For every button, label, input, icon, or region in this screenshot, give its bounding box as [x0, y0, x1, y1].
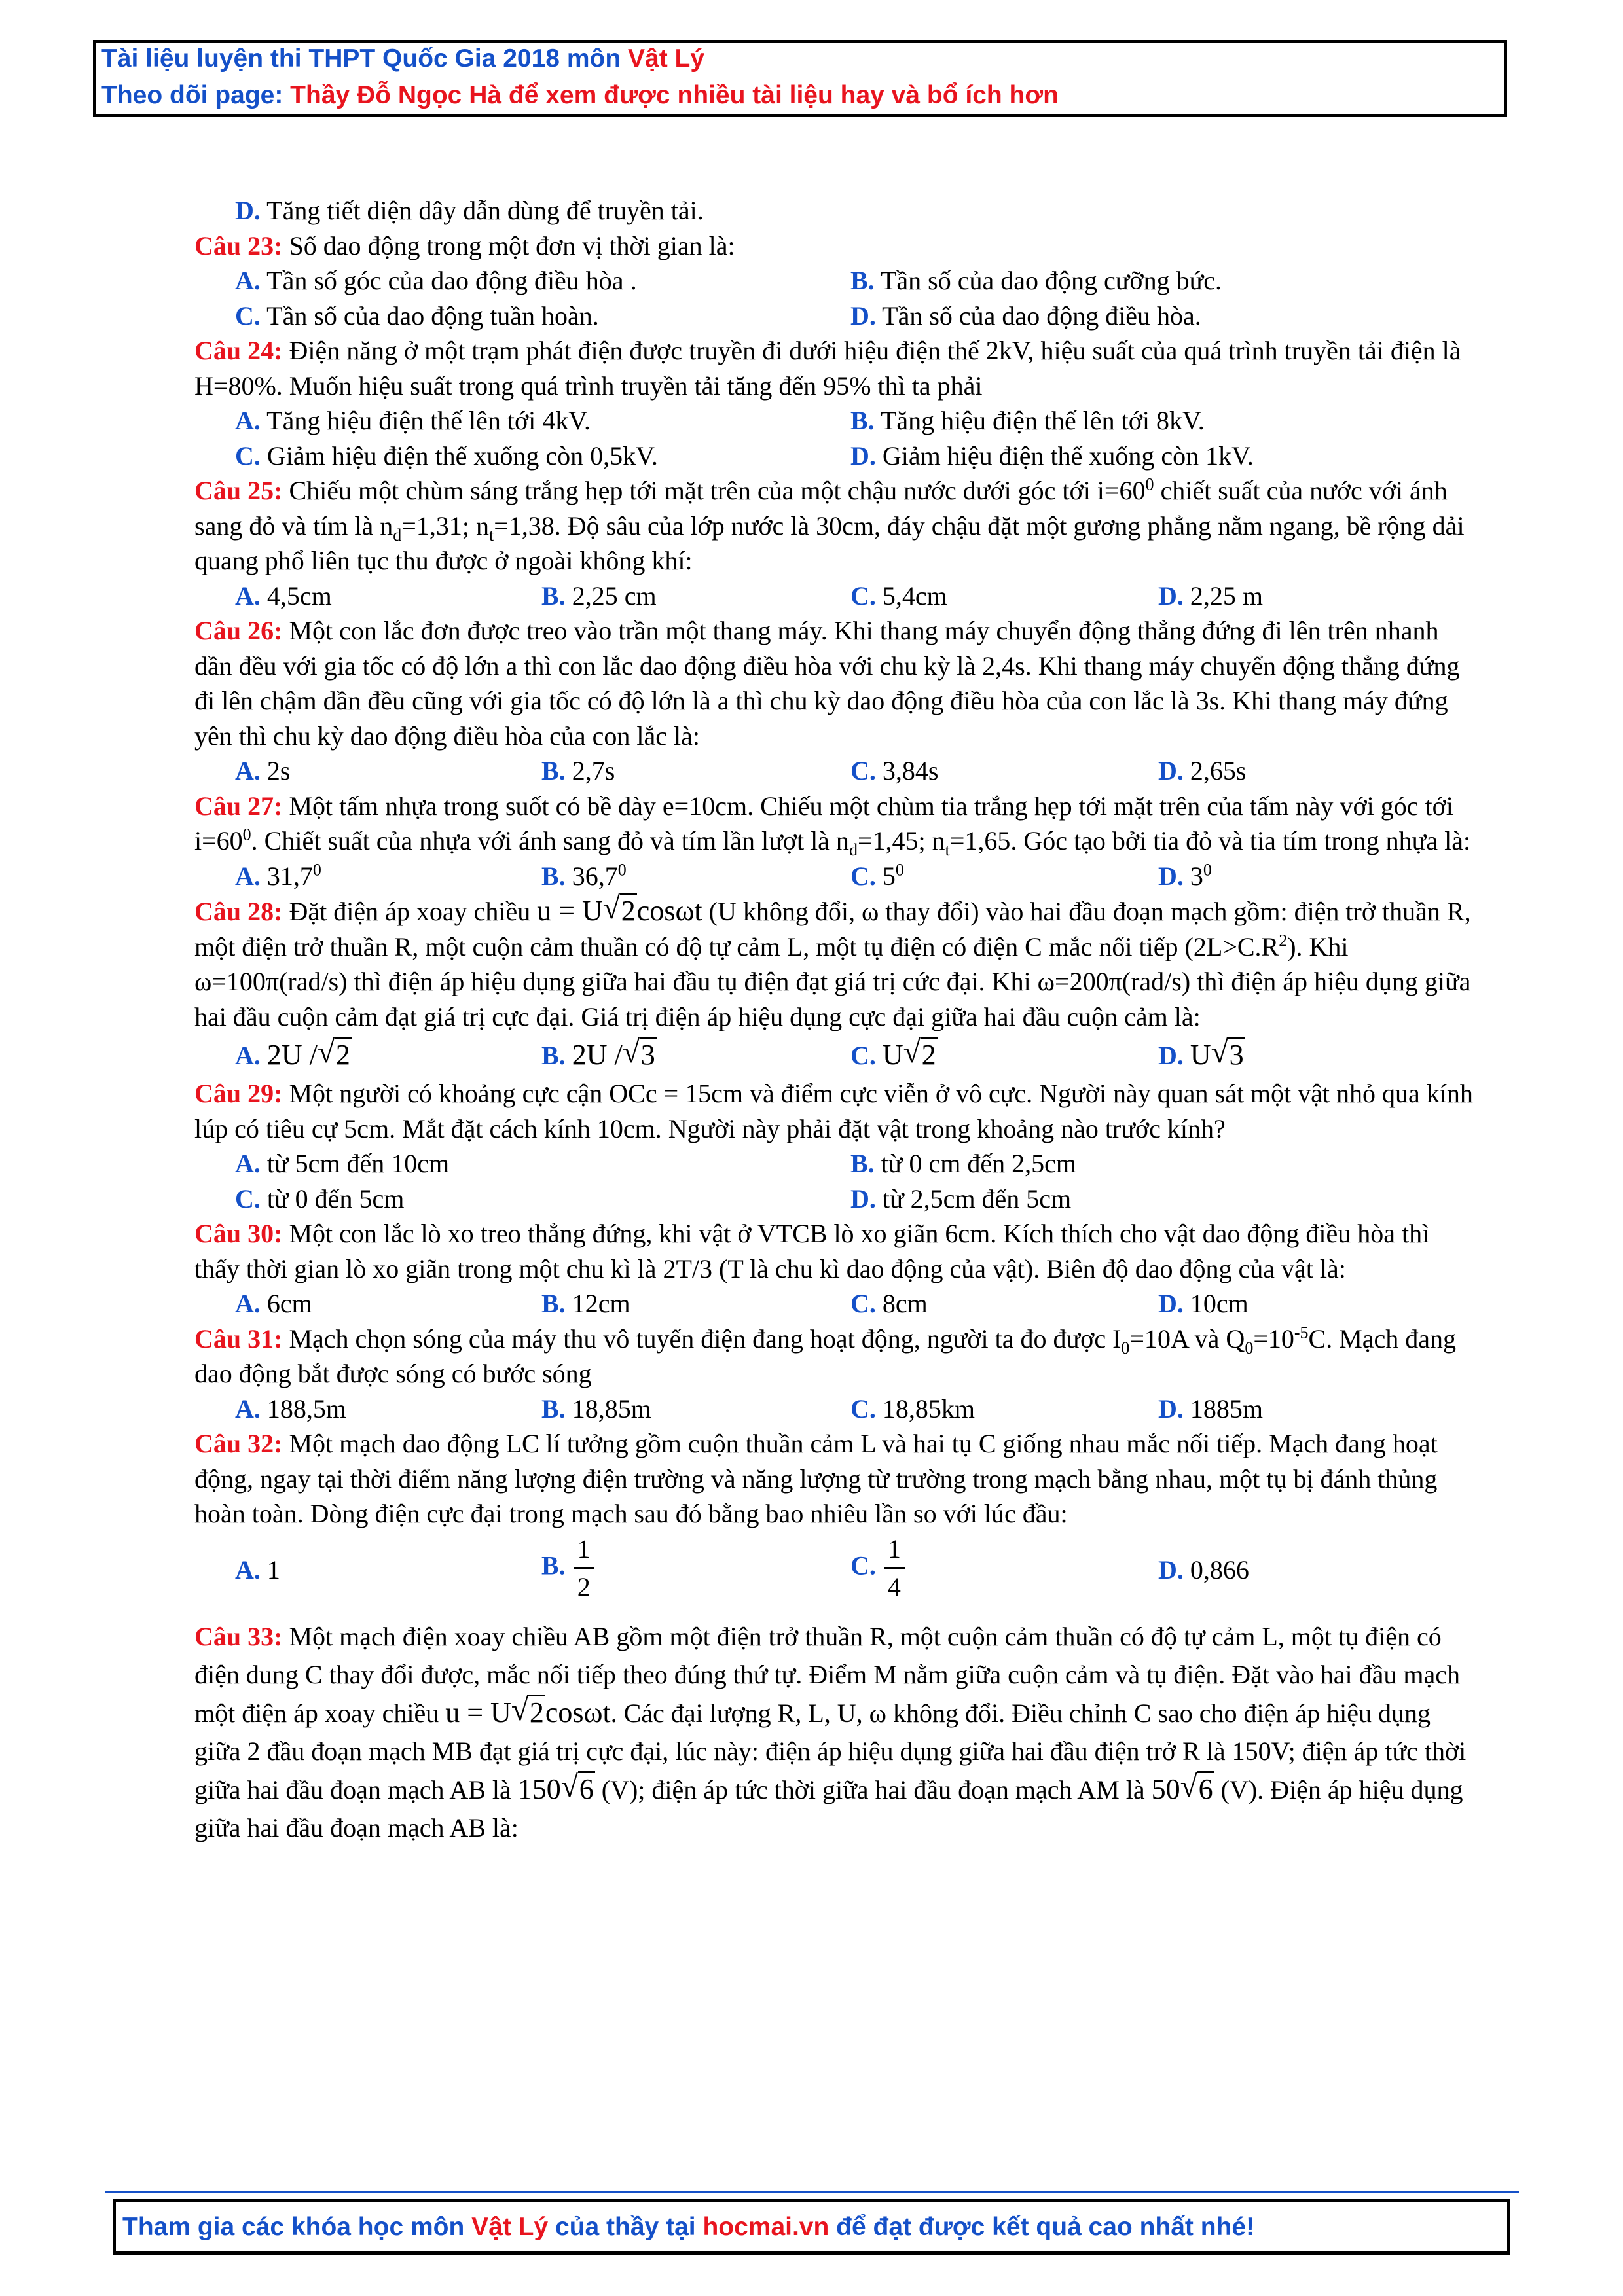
header-line-2 [101, 81, 1059, 110]
q28-option-a[interactable]: A. 2U /√ 2 [235, 1034, 352, 1077]
q29-option-c[interactable]: C. từ 0 đến 5cm [235, 1183, 405, 1213]
header-box [93, 40, 1507, 117]
q31-stem: Câu 31: Mạch chọn sóng của máy thu vô tuyến điện đang hoạt động, người ta đo được $I_0=10A$ và $Q_0=10^{-5}C$. Mạch đang dao động bắt được sóng có bước sóng [194, 1323, 1457, 1388]
fraction: $\frac{1}{4}$ [884, 1532, 905, 1605]
q27-stem: Câu 27: Một tấm nhựa trong suốt có bề dày e=10cm. Chiếu một chùm tia trắng hẹp tới mặt trên của tấm này với góc tới $i=60^0$. Chiết suất của nhựa với ánh sang đỏ và tím lần lượt là $n_d=1,45$; $n_t=1,65$. Góc tạo bởi tia đỏ và tia tím trong nhựa là: [194, 791, 1471, 859]
q32-options [235, 1532, 1478, 1609]
q28-equation: u = U√ 2cosωt [537, 895, 702, 927]
question-content [194, 193, 1478, 1847]
q28-option-d[interactable]: D. U√ 3 [1158, 1034, 1245, 1077]
q32-label: Câu 32: [194, 1429, 283, 1458]
q28-label: Câu 28: [194, 897, 283, 926]
q31-options [235, 1391, 1478, 1427]
q27-options [235, 859, 1478, 894]
q31-option-d[interactable]: D. 1885m [1158, 1393, 1264, 1424]
q23-label: Câu 23: [194, 230, 283, 260]
sqrt-symbol: √ 2 [603, 893, 637, 929]
q23-options-row2 [235, 298, 1478, 334]
q23-option-c[interactable]: C. Tần số của dao động tuần hoàn. [235, 300, 599, 331]
q33-stem: Câu 33: Một mạch điện xoay chiều AB gồm một điện trở thuần R, một cuộn cảm thuần có độ tự cảm L, một tụ điện có điện dung C thay đổi được, mắc nối tiếp theo đúng thứ tự. Điểm M nằm giữa cuộn cảm và tụ điện. Đặt vào hai đầu mạch một điện áp xoay chiều u = U√ 2cosωt. Các đại lượng R, L, U, ω không đổi. Điều chỉnh C sao cho điện áp hiệu dụng giữa 2 đầu đoạn mạch MB đạt giá trị cực đại, lúc này: điện áp hiệu dụng giữa hai đầu điện trở R là 150V; điện áp tức thời giữa hai đầu đoạn mạch AB là 150√ 6 (V); điện áp tức thời giữa hai đầu đoạn mạch AM là 50√ 6 (V). Điện áp hiệu dụng giữa hai đầu đoạn mạch AB là: [194, 1618, 1478, 1847]
header-author: Thầy Đỗ Ngọc Hà [290, 81, 502, 109]
q30-option-a[interactable]: A. 6cm [235, 1289, 312, 1318]
q27-option-a[interactable]: A. 31,7$^0$ [235, 860, 321, 891]
sqrt-symbol: √ 3 [623, 1034, 657, 1076]
q24-options-row1 [235, 403, 1478, 439]
q29-option-a[interactable]: A. từ 5cm đến 10cm [235, 1149, 450, 1178]
q26-option-c[interactable]: C. 3,84s [850, 756, 939, 785]
footer-box: Tham gia các khóa học môn Vật Lý của thầy tại hocmai.vn để đạt được kết quả cao nhất nhé! [113, 2199, 1510, 2255]
q25-option-d[interactable]: D. 2,25 m [1158, 581, 1264, 611]
q30-label: Câu 30: [194, 1219, 283, 1248]
q25-option-c[interactable]: C. 5,4cm [850, 581, 947, 611]
q24-options-row2 [235, 439, 1478, 474]
q32-option-b[interactable]: B. $\frac{1}{2}$ [541, 1532, 594, 1605]
q30-option-c[interactable]: C. 8cm [850, 1289, 928, 1318]
q29-label: Câu 29: [194, 1079, 283, 1108]
q33-voltage-ab: 150√ 6 [518, 1773, 595, 1805]
q25-label: Câu 25: [194, 476, 283, 505]
q29-options-row2 [235, 1181, 1478, 1217]
q33-label: Câu 33: [194, 1621, 283, 1651]
q28-options [235, 1034, 1478, 1076]
sqrt-symbol: √ 6 [1180, 1770, 1214, 1808]
q22-options [235, 193, 1478, 228]
footer-divider [105, 2191, 1519, 2193]
header-line-1 [101, 45, 704, 73]
q24-option-a[interactable]: A. Tăng hiệu điện thế lên tới 4kV. [235, 406, 591, 435]
q29-options-row1 [235, 1146, 1478, 1181]
q29-stem: Câu 29: Một người có khoảng cực cận OCc = 15cm và điểm cực viễn ở vô cực. Người này quan sát một vật nhỏ qua kính lúp có tiêu cự 5cm. Mắt đặt cách kính 10cm. Người này phải đặt vật trong khoảng nào trước kính? [194, 1079, 1473, 1143]
q33-voltage-am: 50√ 6 [1152, 1773, 1214, 1805]
sqrt-symbol: √ 3 [1211, 1034, 1245, 1076]
q26-label: Câu 26: [194, 616, 283, 645]
q32-option-c[interactable]: C. $\frac{1}{4}$ [850, 1532, 905, 1605]
q23-option-d[interactable]: D. Tần số của dao động điều hòa. [850, 300, 1201, 331]
q24-stem: Câu 24: Điện năng ở một trạm phát điện được truyền đi dưới hiệu điện thế 2kV, hiệu suất của quá trình truyền tải điện là H=80%. Muốn hiệu suất trong quá trình truyền tải tăng đến 95% thì ta phải [194, 336, 1461, 401]
q25-options [235, 579, 1478, 614]
q26-option-a[interactable]: A. 2s [235, 756, 291, 785]
q28-option-c[interactable]: C. U√ 2 [850, 1034, 938, 1077]
q29-option-b[interactable]: B. từ 0 cm đến 2,5cm [850, 1149, 1076, 1178]
q30-stem: Câu 30: Một con lắc lò xo treo thẳng đứng, khi vật ở VTCB lò xo giãn 6cm. Kích thích cho vật dao động điều hòa thì thấy thời gian lò xo giãn trong một chu kì là 2T/3 (T là chu kì dao động của vật). Biên độ dao động của vật là: [194, 1219, 1430, 1283]
q27-label: Câu 27: [194, 791, 283, 821]
q26-option-d[interactable]: D. 2,65s [1158, 756, 1247, 785]
q25-option-a[interactable]: A. 4,5cm [235, 581, 332, 611]
sqrt-symbol: √ 2 [511, 1694, 545, 1732]
q27-option-d[interactable]: D. $3^0$ [1158, 860, 1212, 891]
q26-options [235, 753, 1478, 789]
header-title: Tài liệu luyện thi THPT Quốc Gia 2018 môn [101, 45, 628, 73]
q33-equation: u = U√ 2cosωt [445, 1696, 610, 1729]
q31-label: Câu 31: [194, 1323, 283, 1354]
q30-option-b[interactable]: B. 12cm [541, 1289, 630, 1318]
q28-option-b[interactable]: B. 2U /√ 3 [541, 1034, 657, 1077]
q31-option-a[interactable]: A. 188,5m [235, 1393, 347, 1424]
q23-option-a[interactable]: A. Tần số góc của dao động điều hòa . [235, 266, 637, 295]
q27-option-c[interactable]: C. $5^0$ [850, 860, 904, 891]
q26-option-b[interactable]: B. 2,7s [541, 756, 615, 785]
q24-option-c[interactable]: C. Giảm hiệu điện thế xuống còn 0,5kV. [235, 440, 658, 471]
q25-option-b[interactable]: B. 2,25 cm [541, 581, 657, 611]
header-follow-label: Theo dõi page: [101, 81, 291, 109]
q23-option-b[interactable]: B. Tần số của dao động cưỡng bức. [850, 266, 1222, 295]
q32-stem: Câu 32: Một mạch dao động LC lí tưởng gồm cuộn thuần cảm L và hai tụ C giống nhau mắc nối tiếp. Mạch đang hoạt động, ngay tại thời điểm năng lượng điện trường và năng lượng từ trường trong mạch bằng nhau, một tụ bị đánh thủng hoàn toàn. Dòng điện cực đại trong mạch sau đó bằng bao nhiêu lần so với lúc đầu: [194, 1429, 1438, 1528]
q25-stem: Câu 25: Chiếu một chùm sáng trắng hẹp tới mặt trên của một chậu nước dưới góc tới $i=60^0$ chiết suất của nước với ánh sang đỏ và tím là $n_d=1,31$; $n_t=1,38$. Độ sâu của lớp nước là 30cm, đáy chậu đặt một gương phẳng nằm ngang, bề rộng dải quang phổ liên tục thu được ở ngoài không khí: [194, 475, 1465, 575]
q29-option-d[interactable]: D. từ 2,5cm đến 5cm [850, 1183, 1072, 1213]
q23-stem: Câu 23: Số dao động trong một đơn vị thời gian là: [194, 230, 735, 260]
q30-option-d[interactable]: D. 10cm [1158, 1289, 1249, 1318]
header-follow-text: để xem được nhiều tài liệu hay và bổ ích hơn [501, 81, 1059, 109]
sqrt-symbol: √ 2 [318, 1034, 352, 1076]
q22-option-d[interactable]: D. Tăng tiết diện dây dẫn dùng để truyền tải. [235, 196, 704, 225]
q32-option-d[interactable]: D. 0,866 [1158, 1554, 1249, 1585]
q24-option-b[interactable]: B. Tăng hiệu điện thế lên tới 8kV. [850, 406, 1205, 435]
header-subject: Vật Lý [628, 45, 705, 73]
q24-option-d[interactable]: D. Giảm hiệu điện thế xuống còn 1kV. [850, 440, 1254, 471]
q24-label: Câu 24: [194, 336, 283, 365]
q28-stem: Câu 28: Đặt điện áp xoay chiều u = U√ 2cosωt (U không đổi, ω thay đổi) vào hai đầu đoạn mạch gồm: điện trở thuần R, một điện trở thuần R, một cuộn cảm thuần có độ tự cảm L, một tụ điện có điện C mắc nối tiếp $(2L>C.R^2)$. Khi ω=100π(rad/s) thì điện áp hiệu dụng giữa hai đầu tụ điện đạt giá trị cức đại. Khi ω=200π(rad/s) thì điện áp hiệu dụng giữa hai đầu cuộn cảm đạt giá trị cực đại. Giá trị điện áp hiệu dụng cực đại giữa hai đầu cuộn cảm là: [194, 893, 1478, 1034]
q23-options-row1 [235, 263, 1478, 298]
fraction: $\frac{1}{2}$ [574, 1532, 594, 1605]
footer-site-link[interactable]: hocmai.vn [702, 2213, 830, 2241]
sqrt-symbol: √ 6 [561, 1770, 595, 1808]
q26-stem: Câu 26: Một con lắc đơn được treo vào trần một thang máy. Khi thang máy chuyển động thẳng đứng đi lên trên nhanh dần đều với gia tốc có độ lớn a thì con lắc dao động điều hòa với chu kỳ là 2,4s. Khi thang máy chuyển động thẳng đứng đi lên chậm dần đều cũng với gia tốc có độ lớn là a thì chu kỳ dao động điều hòa của con lắc là 3s. Khi thang máy đứng yên thì chu kỳ dao động điều hòa của con lắc là: [194, 616, 1460, 751]
q32-option-a[interactable]: A. 1 [235, 1554, 280, 1585]
q31-option-c[interactable]: C. 18,85km [850, 1393, 976, 1424]
q27-option-b[interactable]: B. 36,7$^0$ [541, 860, 627, 891]
sqrt-symbol: √ 2 [903, 1034, 938, 1076]
q31-option-b[interactable]: B. 18,85m [541, 1393, 651, 1424]
q30-options [235, 1286, 1478, 1321]
